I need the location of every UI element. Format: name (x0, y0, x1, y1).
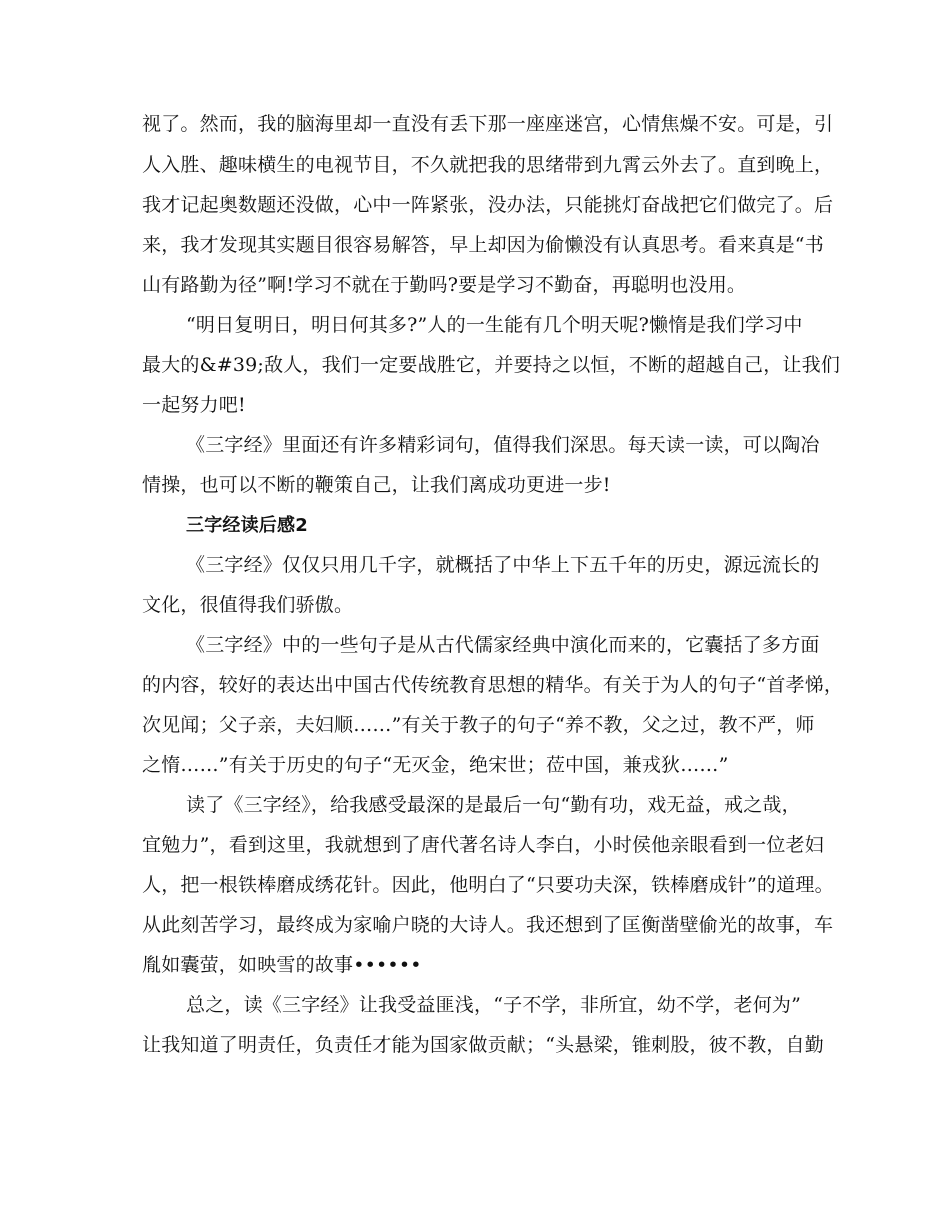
paragraph-start-line: 读了《三字经》，给我感受最深的是最后一句“勤有功，戏无益，戒之哉， (186, 794, 801, 816)
text-line: 宜勉力”，看到这里，我就想到了唐代著名诗人李白，小时侯他亲眼看到一位老妇 (142, 834, 824, 856)
text-line: 文化，很值得我们骄傲。 (142, 594, 354, 616)
text-line: 情操，也可以不断的鞭策自己，让我们离成功更进一步! (142, 474, 611, 496)
text-line: 次见闻；父子亲，夫妇顺……”有关于教子的句子“养不教，父之过，教不严，师 (142, 714, 815, 736)
text-line: 我才记起奥数题还没做，心中一阵紧张，没办法，只能挑灯奋战把它们做完了。后 (142, 194, 834, 216)
text-line: 一起努力吧! (142, 394, 246, 416)
text-line: 视了。然而，我的脑海里却一直没有丢下那一座座迷宫，心情焦燥不安。可是，引 (142, 113, 834, 135)
paragraph-start-line: 总之，读《三字经》让我受益匪浅，“子不学，非所宜，幼不学，老何为” (186, 994, 802, 1016)
paragraph-start-line: 《三字经》里面还有许多精彩词句，值得我们深思。每天读一读，可以陶冶 (186, 434, 820, 456)
text-line: 从此刻苦学习，最终成为家喻户晓的大诗人。我还想到了匡衡凿壁偷光的故事，车 (142, 914, 834, 936)
text-line: 来，我才发现其实题目很容易解答，早上却因为偷懒没有认真思考。看来真是“书 (142, 234, 824, 256)
text-line: 人入胜、趣味横生的电视节目，不久就把我的思绪带到九霄云外去了。直到晚上， (142, 154, 834, 176)
text-line: 胤如囊萤，如映雪的故事•••••• (142, 954, 422, 976)
text-line: 最大的&#39;敌人，我们一定要战胜它，并要持之以恒，不断的超越自己，让我们 (142, 354, 841, 376)
text-line: 人，把一根铁棒磨成绣花针。因此，他明白了“只要功夫深，铁棒磨成针”的道理。 (142, 874, 834, 896)
text-line: 让我知道了明责任，负责任才能为国家做贡献；“头悬梁，锥刺股，彼不教，自勤 (142, 1034, 824, 1056)
section-heading: 三字经读后感2 (186, 515, 308, 536)
paragraph-start-line: 《三字经》中的一些句子是从古代儒家经典中演化而来的，它囊括了多方面 (186, 634, 820, 656)
paragraph-start-line: “明日复明日，明日何其多?”人的一生能有几个明天呢?懒惰是我们学习中 (186, 314, 803, 336)
paragraph-start-line: 《三字经》仅仅只用几千字，就概括了中华上下五千年的历史，源远流长的 (186, 554, 820, 576)
text-line: 山有路勤为径”啊!学习不就在于勤吗?要是学习不勤奋，再聪明也没用。 (142, 274, 747, 296)
text-line: 之惰……”有关于历史的句子“无灭金，绝宋世；莅中国，兼戎狄……” (142, 754, 729, 776)
text-line: 的内容，较好的表达出中国古代传统教育思想的精华。有关于为人的句子“首孝悌， (142, 674, 844, 696)
